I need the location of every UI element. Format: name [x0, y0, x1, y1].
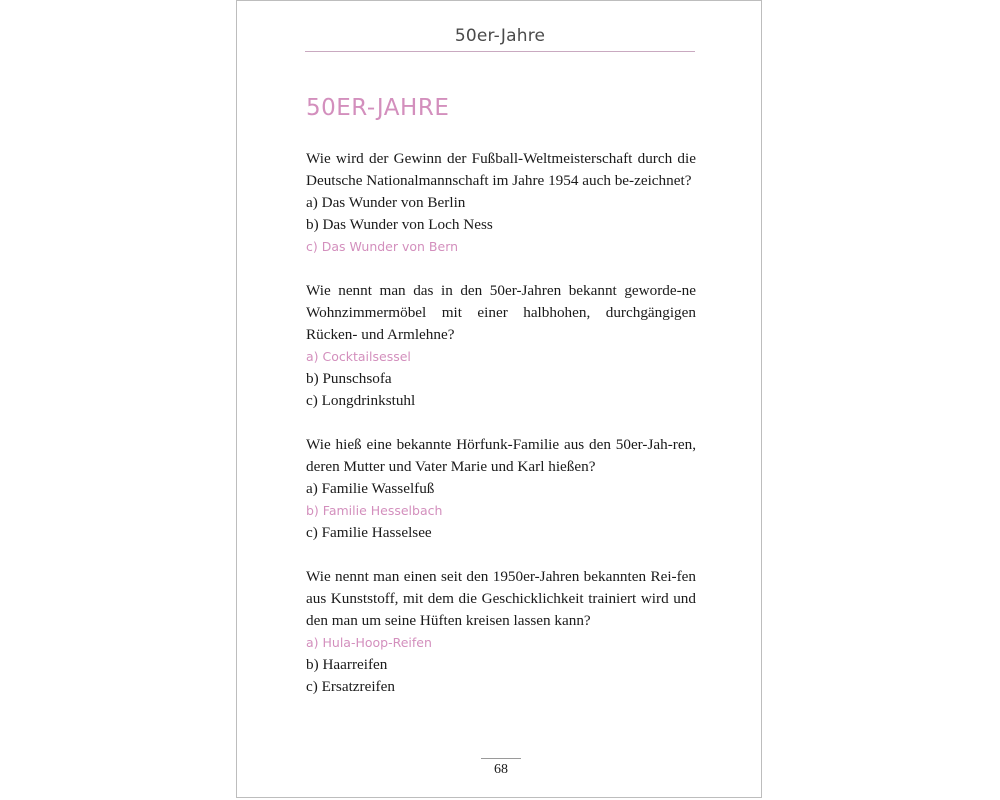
- answer-option: b) Haarreifen: [306, 656, 388, 673]
- correct-answer: a) Hula-Hoop-Reifen: [306, 635, 432, 650]
- quiz-content: [306, 148, 696, 720]
- answer-option: a) Familie Wasselfuß: [306, 480, 435, 497]
- answer-option: b) Punschsofa: [306, 370, 392, 387]
- question-block-4: [306, 566, 696, 698]
- question-text: Wie hieß eine bekannte Hörfunk-Familie aus den 50er-Jah-ren, deren Mutter und Vater Marie und Karl hießen?: [306, 436, 696, 475]
- chapter-title: 50ER-JAHRE: [306, 95, 450, 121]
- question-text: Wie nennt man das in den 50er-Jahren bekannt geworde-ne Wohnzimmermöbel mit einer halbhohen, durchgängigen Rücken- und Armlehne?: [306, 282, 696, 343]
- answer-option: c) Familie Hasselsee: [306, 524, 432, 541]
- question-block-2: [306, 280, 696, 412]
- answer-option: c) Longdrinkstuhl: [306, 392, 416, 409]
- question-text: Wie wird der Gewinn der Fußball-Weltmeisterschaft durch die Deutsche Nationalmannschaft im Jahre 1954 auch be-zeichnet?: [306, 150, 696, 189]
- correct-answer: b) Familie Hesselbach: [306, 503, 443, 518]
- answer-option: a) Das Wunder von Berlin: [306, 194, 466, 211]
- answer-option: b) Das Wunder von Loch Ness: [306, 216, 493, 233]
- question-text: Wie nennt man einen seit den 1950er-Jahren bekannten Rei-fen aus Kunststoff, mit dem die Geschicklichkeit trainiert wird und den man um seine Hüften kreisen lassen kann?: [306, 568, 696, 629]
- running-head: 50er-Jahre: [305, 25, 695, 52]
- question-block-1: [306, 148, 696, 258]
- answer-option: c) Ersatzreifen: [306, 678, 395, 695]
- footer-divider: [481, 758, 521, 759]
- page-number: 68: [494, 762, 508, 777]
- correct-answer: c) Das Wunder von Bern: [306, 239, 459, 254]
- correct-answer: a) Cocktailsessel: [306, 349, 411, 364]
- question-block-3: [306, 434, 696, 544]
- book-page: [236, 0, 762, 798]
